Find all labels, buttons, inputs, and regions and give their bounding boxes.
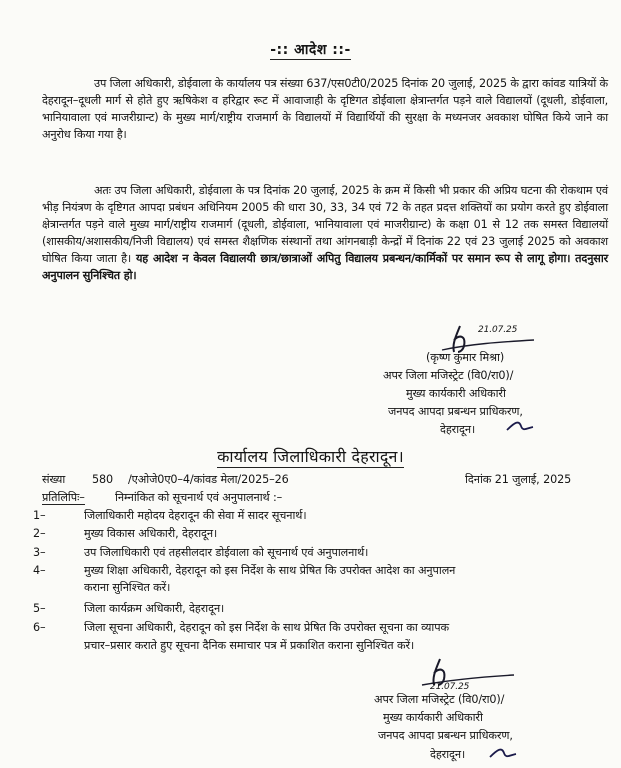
order-paragraph-1: उप जिला अधिकारी, डोईवाला के कार्यालय पत्र संख्या 637/एस0टी0/2025 दिनांक 20 जुलाई, 2025 के द्वारा कांवड यात्रियों के देहरादून–दूधली मार्ग से होते हुए ऋषिकेश व हरिद्वार रूट में आवाजाही के दृष्टिगत डोईवाला क्षेत्रान्तर्गत पड़ने वाले विद्यालयों (दूधली, डोईवाला, भानियावाला एवं माजरीग्रान्ट) के मुख्य मार्ग/राष्ट्रीय राजमार्ग के विद्यालयों में विद्यार्थियों की सुरक्षा के मध्यनजर अवकाश घोषित किये जाने का अनुरोध किया गया है। bbox=[42, 77, 608, 141]
signatory-2-role: मुख्य कार्यकारी अधिकारी bbox=[383, 711, 483, 724]
recipient-3-number: 3– bbox=[33, 546, 46, 559]
recipient-3-text: उप जिलाधिकारी एवं तहसीलदार डोईवाला को सूचनार्थ एवं अनुपालनार्थ। bbox=[84, 546, 369, 559]
reference-number: /एओजे0ए0–4/कांवड मेला/2025–26 bbox=[128, 473, 289, 486]
recipient-2-number: 2– bbox=[33, 527, 46, 540]
copy-instruction: निम्नांकित को सूचनार्थ एवं अनुपालनार्थ :– bbox=[115, 491, 283, 504]
signatory-1-authority: जनपद आपदा प्रबन्धन प्राधिकरण, bbox=[388, 405, 523, 418]
sankhya-label: संख्या bbox=[42, 473, 66, 486]
signatory-1-place: देहरादून। bbox=[440, 423, 476, 436]
recipient-1-text: जिलाधिकारी महोदय देहरादून की सेवा में सादर सूचनार्थ। bbox=[84, 509, 307, 522]
signatory-name: (कृष्ण कुमार मिश्रा) bbox=[426, 351, 505, 364]
recipient-4-text: मुख्य शिक्षा अधिकारी, देहरादून को इस निर्देश के साथ प्रेषित कि उपरोक्त आदेश का अनुपालन bbox=[84, 564, 456, 577]
signatory-1-role: मुख्य कार्यकारी अधिकारी bbox=[406, 387, 506, 400]
office-heading: कार्यालय जिलाधिकारी देहरादून। bbox=[217, 447, 404, 466]
signatory-2-place: देहरादून। bbox=[430, 748, 466, 761]
paragraph-2-text: अतः उप जिला अधिकारी, डोईवाला के पत्र दिनांक 20 जुलाई, 2025 के क्रम में किसी भी प्रकार की अप्रिय घटना की रोकथाम एवं भीड़ नियंत्रण के दृष्टिगत आपदा प्रबंधन अधिनियम 2005 की धारा 30, 33, 34 एवं 72 के तहत प्रदत्त शक्तियों का प्रयोग करते हुए डोईवाला क्षेत्रान्तर्गत पड़ने वाले मुख्य मार्ग/राष्ट्रीय राजमार्ग (दूधली, डोईवाला, भानियावाला एवं माजरीग्रान्ट) के कक्षा 01 से 12 तक समस्त विद्यालयों (शासकीय/अशासकीय/निजी विद्यालय) एवं समस्त शैक्षणिक संस्थानों तथा आंगनबाड़ी केन्द्रों में दिनांक 22 एवं 23 जुलाई 2025 को अवकाश घोषित किया जाता है। bbox=[42, 184, 608, 265]
recipient-5-text: जिला कार्यक्रम अधिकारी, देहरादून। bbox=[84, 602, 225, 615]
copy-label: प्रतिलिपिः– bbox=[42, 491, 85, 504]
signature-1-date: 21.07.25 bbox=[478, 325, 518, 335]
signature-2-flourish-icon bbox=[488, 745, 518, 765]
signatory-1-designation: अपर जिला मजिस्ट्रेट (वि0/रा0)/ bbox=[383, 369, 514, 382]
signature-2 bbox=[410, 655, 520, 695]
letter-date: दिनांक 21 जुलाई, 2025 bbox=[465, 473, 572, 486]
recipient-5-number: 5– bbox=[33, 602, 46, 615]
order-paragraph-2 bbox=[42, 182, 608, 284]
recipient-4-number: 4– bbox=[33, 564, 46, 577]
sankhya-number: 580 bbox=[92, 473, 114, 486]
recipient-6-text-cont: प्रचार–प्रसार कराते हुए सूचना दैनिक समाचार पत्र में प्रकाशित कराना सुनिश्चित करें। bbox=[84, 639, 415, 652]
order-title: -:: आदेश ::- bbox=[270, 42, 351, 58]
recipient-4-text-cont: कराना सुनिश्चित करें। bbox=[84, 581, 171, 594]
recipient-6-number: 6– bbox=[33, 621, 46, 634]
recipient-6-text: जिला सूचना अधिकारी, देहरादून को इस निर्देश के साथ प्रेषित कि उपरोक्त सूचना का व्यापक bbox=[84, 621, 449, 634]
signature-2-date: 21.07.25 bbox=[430, 682, 470, 692]
recipient-2-text: मुख्य विकास अधिकारी, देहरादून। bbox=[84, 527, 218, 540]
signatory-2-authority: जनपद आपदा प्रबन्धन प्राधिकरण, bbox=[378, 729, 513, 742]
signature-1-flourish-icon bbox=[505, 418, 535, 438]
paragraph-2-emphasis: यह आदेश न केवल विद्यालयी छात्र/छात्राओं अपितु विद्यालय प्रबन्धन/कार्मिकों पर समान रूप से लागू होगा। तदनुसार अनुपालन सुनिश्चित हो। bbox=[42, 252, 608, 282]
recipient-1-number: 1– bbox=[33, 509, 46, 522]
signatory-2-designation: अपर जिला मजिस्ट्रेट (वि0/रा0)/ bbox=[374, 693, 505, 706]
